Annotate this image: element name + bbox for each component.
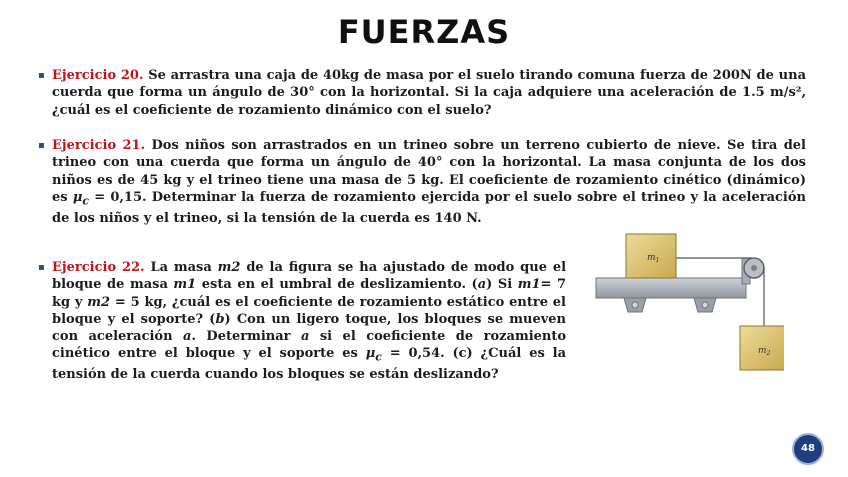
exercise-label: Ejercicio 20. — [52, 68, 144, 83]
page-number-badge: 48 — [792, 433, 824, 465]
text-part: La masa — [150, 260, 212, 275]
pulley-figure — [594, 228, 784, 388]
exercise-text: Se arrastra una caja de 40kg de masa por el suelo tirando comuna fuerza de 200N de una cuerda que forma un ángulo de 30° con la horizontal. Si la caja adquiere una aceleración de 1.5 m/s², ¿cuál es el coeficiente de rozamiento dinámico con el suelo? — [52, 68, 806, 118]
exercise-22 — [38, 259, 567, 384]
text-part: de la figura se ha ajustado de modo que el bloque de masa — [52, 260, 567, 293]
var-m1: m1 — [517, 277, 541, 293]
var-a: a — [183, 329, 192, 345]
mu-symbol: μ — [72, 189, 83, 205]
block-m1-label: $m_1$ — [647, 253, 660, 264]
pulley-axle — [751, 265, 757, 271]
block-m2-label: $m_2$ — [758, 346, 771, 357]
slide-title: FUERZAS — [337, 13, 511, 51]
part-a: a — [477, 277, 487, 293]
text-part: esta en el umbral de deslizamiento. ( — [201, 277, 478, 293]
text-part: si el coeficiente de rozamiento cinético entre el bloque y el soporte es — [52, 329, 567, 362]
exercise-label: Ejercicio 21. — [52, 138, 146, 153]
text-part: ) Con un ligero toque, los bloques se mueven con aceleración — [52, 311, 566, 345]
text-part: = 0,54. (c) ¿Cuál es la tensión de la cuerda cuando los bloques se están deslizando? — [52, 346, 566, 383]
var-m2: m2 — [87, 294, 111, 310]
bullet-icon: ▪ — [38, 140, 45, 151]
bracket-bolt — [702, 302, 708, 308]
text-part: = 5 kg, ¿cuál es el coeficiente de rozamiento estático entre el bloque y el soporte? ( — [52, 294, 566, 327]
exercise-text: Dos niños son arrastrados en un trineo sobre un terreno cubierto de nieve. Se tira del trineo con una cuerda que forma un ángulo de 40° con la horizontal. La masa conjunta de los dos niños es de 45 kg y el trineo tiene una masa de 5 kg. El coeficiente de rozamiento cinético (dinámico) es — [52, 138, 806, 205]
mu-subscript: c — [82, 194, 89, 208]
part-b: b — [215, 311, 225, 327]
var-m1: m1 — [173, 277, 197, 293]
mu-symbol: μ — [365, 346, 376, 362]
text-part: ) Si — [486, 277, 513, 293]
bullet-icon: ▪ — [38, 262, 45, 273]
exercise-21 — [38, 137, 806, 227]
text-part: = 7 kg y — [52, 277, 567, 310]
bracket-bolt — [632, 302, 638, 308]
text-part: . Determinar — [191, 329, 291, 345]
var-a: a — [300, 329, 310, 345]
table-surface — [596, 278, 746, 298]
mu-subscript: c — [375, 351, 382, 365]
exercise-text-2: = 0,15. Determinar la fuerza de rozamiento ejercida por el suelo sobre el trineo y la aceleración de los niños y el trineo, si la tensión de la cuerda es 140 N. — [52, 189, 806, 226]
bullet-icon: ▪ — [38, 70, 45, 81]
var-m2: m2 — [217, 260, 241, 275]
exercise-20 — [38, 67, 806, 119]
exercise-label: Ejercicio 22. — [52, 260, 145, 275]
